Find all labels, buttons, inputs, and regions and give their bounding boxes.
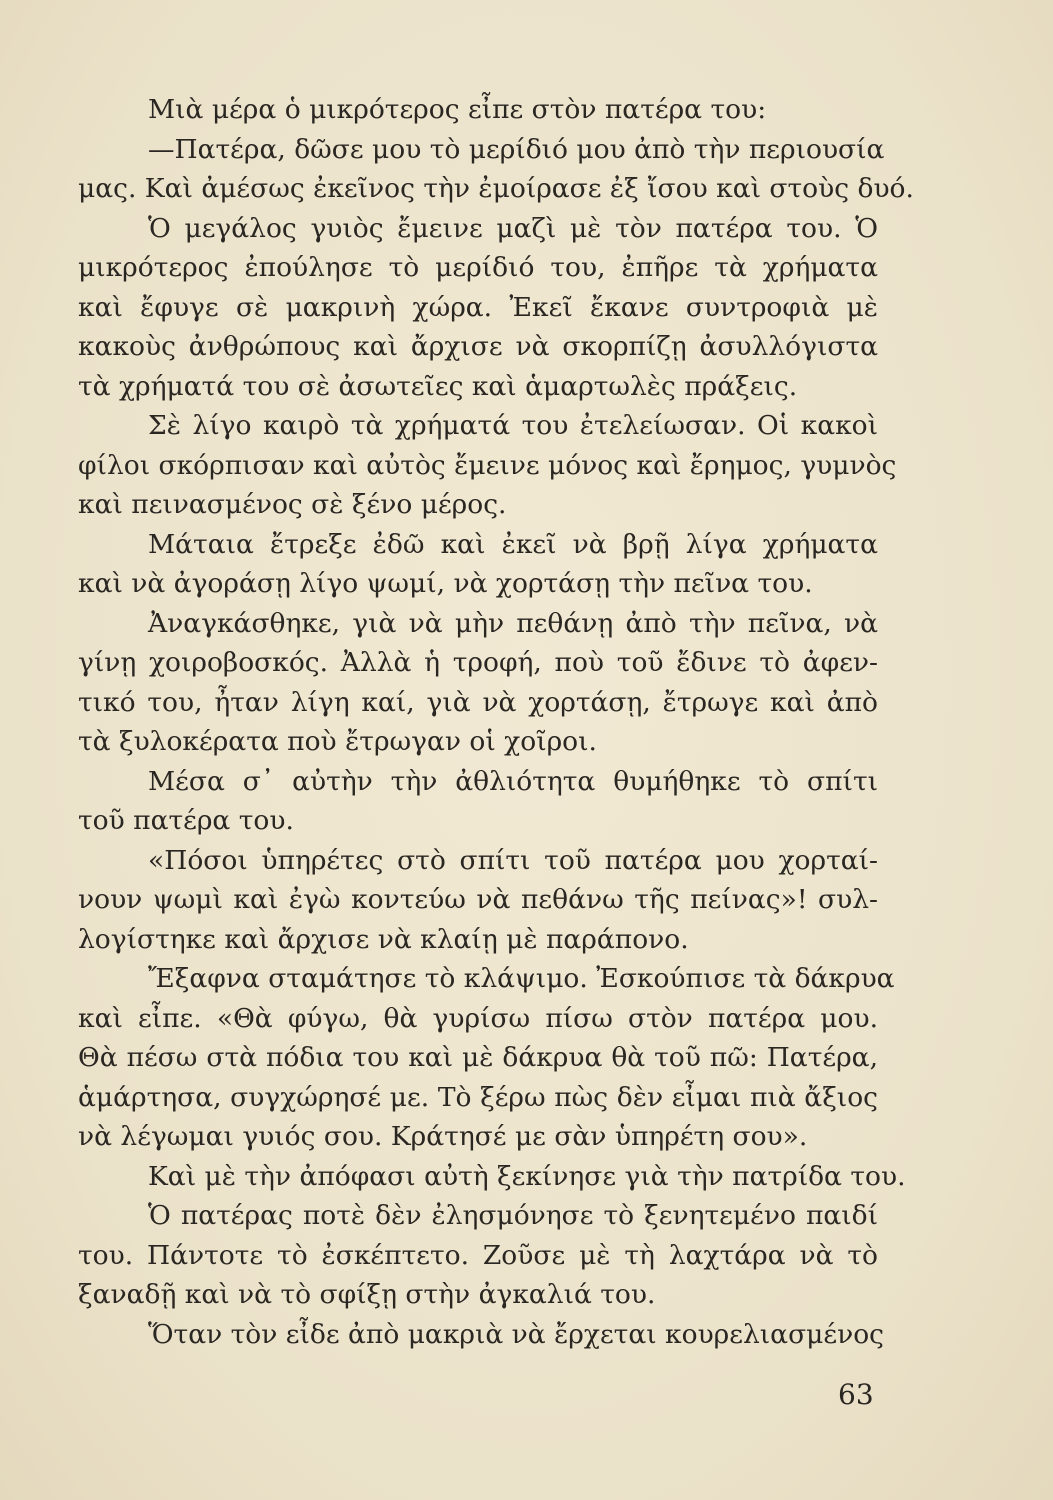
text-line: λογίστηκε καὶ ἄρχισε νὰ κλαίῃ μὲ παράπονο. (78, 923, 689, 955)
text-line: Ὁ μεγάλος γυιὸς ἔμεινε μαζὶ μὲ τὸν πατέρα του. Ὁ (148, 212, 878, 244)
text-line: Ἔξαφνα σταμάτησε τὸ κλάψιμο. Ἐσκούπισε τὰ δάκρυα (148, 963, 895, 994)
text-line: —Πατέρα, δῶσε μου τὸ μερίδιό μου ἀπὸ τὴν περιουσία (148, 133, 885, 165)
text-line: τὰ χρήματά του σὲ ἀσωτεῖες καὶ ἁμαρτωλὲς πράξεις. (78, 370, 798, 402)
text-line: τικό του, ἦταν λίγη καί, γιὰ νὰ χορτάσῃ, ἔτρωγε καὶ ἀπὸ (78, 686, 878, 718)
text-line: Μιὰ μέρα ὁ μικρότερος εἶπε στὸν πατέρα του: (148, 94, 767, 125)
text-line: τοῦ πατέρα του. (78, 805, 294, 836)
text-line: κακοὺς ἀνθρώπους καὶ ἄρχισε νὰ σκορπίζῃ ἀσυλλόγιστα (78, 331, 878, 362)
text-line: μικρότερος ἐπούλησε τὸ μερίδιό του, ἐπῆρε τὰ χρήματα (78, 252, 878, 283)
body-text (78, 90, 914, 1354)
text-line: τὰ ξυλοκέρατα ποὺ ἔτρωγαν οἱ χοῖροι. (78, 726, 597, 757)
text-line: καὶ ἔφυγε σὲ μακρινὴ χώρα. Ἐκεῖ ἔκανε συντροφιὰ μὲ (78, 291, 878, 323)
text-line: καὶ πεινασμένος σὲ ξένο μέρος. (78, 489, 507, 520)
text-line: ἁμάρτησα, συγχώρησέ με. Τὸ ξέρω πὼς δὲν εἶμαι πιὰ ἄξιος (78, 1081, 878, 1113)
text-line: Σὲ λίγο καιρὸ τὰ χρήματά του ἐτελείωσαν. Οἱ κακοὶ (148, 410, 878, 441)
text-line: Μέσα σ᾽ αὐτὴν τὴν ἀθλιότητα θυμήθηκε τὸ σπίτι (148, 765, 878, 797)
text-line: μας. Καὶ ἀμέσως ἐκεῖνος τὴν ἐμοίρασε ἐξ ἴσου καὶ στοὺς δυό. (78, 173, 914, 204)
text-line: του. Πάντοτε τὸ ἐσκέπτετο. Ζοῦσε μὲ τὴ λαχτάρα νὰ τὸ (78, 1239, 878, 1271)
text-line: ξαναδῇ καὶ νὰ τὸ σφίξῃ στὴν ἀγκαλιά του. (78, 1279, 656, 1310)
text-line: Ὁ πατέρας ποτὲ δὲν ἐλησμόνησε τὸ ξενητεμένο παιδί (148, 1200, 878, 1231)
text-line: γίνῃ χοιροβοσκός. Ἀλλὰ ἡ τροφή, ποὺ τοῦ ἔδινε τὸ ἀφεν- (78, 647, 878, 678)
text-line: καὶ νὰ ἀγοράσῃ λίγο ψωμί, νὰ χορτάσῃ τὴν πεῖνα του. (78, 568, 813, 599)
text-line: φίλοι σκόρπισαν καὶ αὐτὸς ἔμεινε μόνος καὶ ἔρημος, γυμνὸς (78, 449, 897, 481)
text-line: καὶ εἶπε. «Θὰ φύγω, θὰ γυρίσω πίσω στὸν πατέρα μου. (78, 1002, 878, 1034)
text-line: νουν ψωμὶ καὶ ἐγὼ κοντεύω νὰ πεθάνω τῆς πείνας»! συλ- (78, 884, 878, 915)
text-line: νὰ λέγωμαι γυιός σου. Κράτησέ με σὰν ὑπηρέτη σου». (78, 1121, 808, 1152)
text-line: Μάταια ἔτρεξε ἐδῶ καὶ ἐκεῖ νὰ βρῇ λίγα χρήματα (148, 528, 878, 560)
text-line: Ἀναγκάσθηκε, γιὰ νὰ μὴν πεθάνῃ ἀπὸ τὴν πεῖνα, νὰ (148, 607, 878, 639)
text-line: «Πόσοι ὑπηρέτες στὸ σπίτι τοῦ πατέρα μου χορταί- (148, 844, 878, 876)
text-line: Καὶ μὲ τὴν ἀπόφασι αὐτὴ ξεκίνησε γιὰ τὴν πατρίδα του. (148, 1160, 906, 1192)
text-line: Θὰ πέσω στὰ πόδια του καὶ μὲ δάκρυα θὰ τοῦ πῶ: Πατέρα, (78, 1042, 878, 1073)
page-number: 63 (838, 1378, 874, 1411)
text-line: Ὅταν τὸν εἶδε ἀπὸ μακριὰ νὰ ἔρχεται κουρελιασμένος (148, 1318, 885, 1350)
